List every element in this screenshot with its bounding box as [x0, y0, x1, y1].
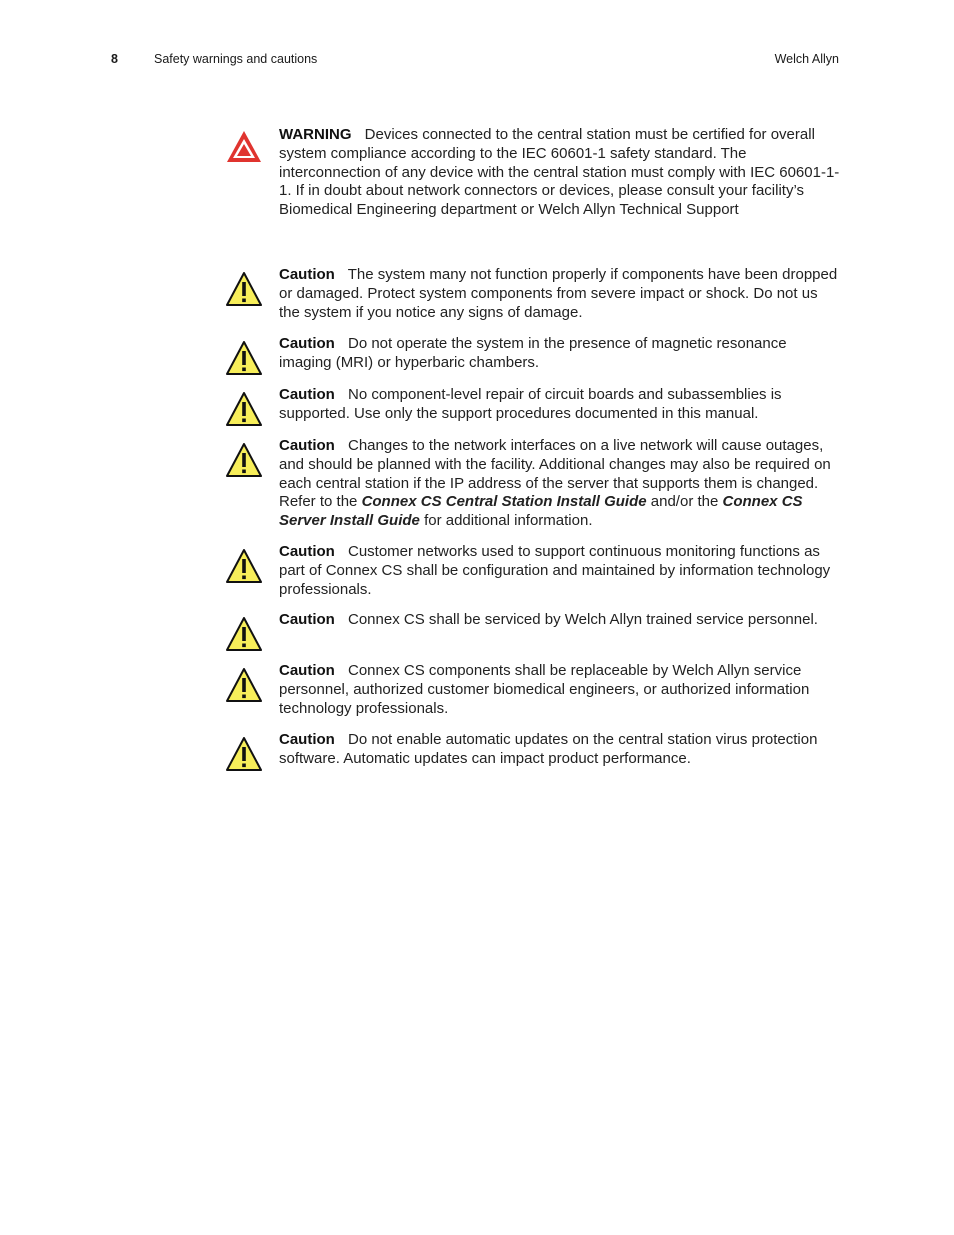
page-header	[0, 52, 954, 72]
caution-body: Connex CS components shall be replaceable by Welch Allyn service personnel, authorized customer biomedical engineers, or authorized information technology professionals.	[279, 662, 810, 717]
caution-body: No component-level repair of circuit boards and subassemblies is supported. Use only the support procedures documented in this manual.	[279, 386, 782, 422]
caution-text	[279, 543, 842, 599]
section-title: Safety warnings and cautions	[154, 52, 318, 66]
caution-label: Caution	[279, 662, 335, 679]
caution-label: Caution	[279, 731, 335, 748]
caution-body: Connex CS shall be serviced by Welch Allyn trained service personnel.	[348, 611, 818, 628]
caution-text	[279, 266, 842, 322]
brand-name: Welch Allyn	[774, 52, 839, 66]
caution-icon	[224, 390, 264, 428]
caution-label: Caution	[279, 386, 335, 403]
caution-icon	[224, 441, 264, 479]
caution-label: Caution	[279, 335, 335, 352]
caution-text	[279, 386, 842, 424]
warning-hazard-icon	[224, 128, 264, 166]
caution-text	[279, 662, 842, 718]
caution-body: Do not operate the system in the presence of magnetic resonance imaging (MRI) or hyperbaric chambers.	[279, 335, 787, 371]
caution-body: Customer networks used to support continuous monitoring functions as part of Connex CS shall be configuration and maintained by information technology professionals.	[279, 543, 831, 598]
caution-icon	[224, 735, 264, 773]
install-guide-reference: Connex CS Central Station Install Guide	[361, 493, 647, 511]
caution-icon	[224, 339, 264, 377]
caution-text	[279, 335, 842, 373]
caution-icon	[224, 270, 264, 308]
server-guide-reference: Connex CS Server Install Guide	[279, 493, 803, 530]
caution-text	[279, 437, 842, 531]
caution-body: The system many not function properly if components have been dropped or damaged. Protect system components from severe impact or shock. Do not us the system if you notice any signs of damage.	[279, 266, 838, 321]
page-number: 8	[111, 52, 118, 66]
caution-label: Caution	[279, 266, 335, 283]
caution-body-part3: for additional information.	[424, 512, 593, 530]
caution-body-part2: and/or the	[650, 493, 719, 511]
caution-text	[279, 611, 842, 630]
caution-text	[279, 731, 842, 769]
caution-label: Caution	[279, 611, 335, 628]
caution-body-part1: Changes to the network interfaces on a live network will cause outages, and should be planned with the facility. Additional changes may also be required on each central station if the IP address of the server that supports them is changed. Refer to the	[279, 437, 831, 511]
warning-label: WARNING	[279, 126, 352, 143]
caution-label: Caution	[279, 543, 335, 560]
caution-body: Do not enable automatic updates on the central station virus protection software. Automatic updates can impact product performance.	[279, 731, 818, 767]
caution-label: Caution	[279, 437, 335, 454]
caution-icon	[224, 615, 264, 653]
caution-icon	[224, 547, 264, 585]
warning-body: Devices connected to the central station must be certified for overall system compliance according to the IEC 60601-1 safety standard. The interconnection of any device with the central station must comply with IEC 60601-1-1. If in doubt about network connectors or devices, please consult your facility’s Biomedical Engineering department or Welch Allyn Technical Support	[279, 126, 840, 219]
caution-icon	[224, 666, 264, 704]
warning-text	[279, 126, 842, 220]
